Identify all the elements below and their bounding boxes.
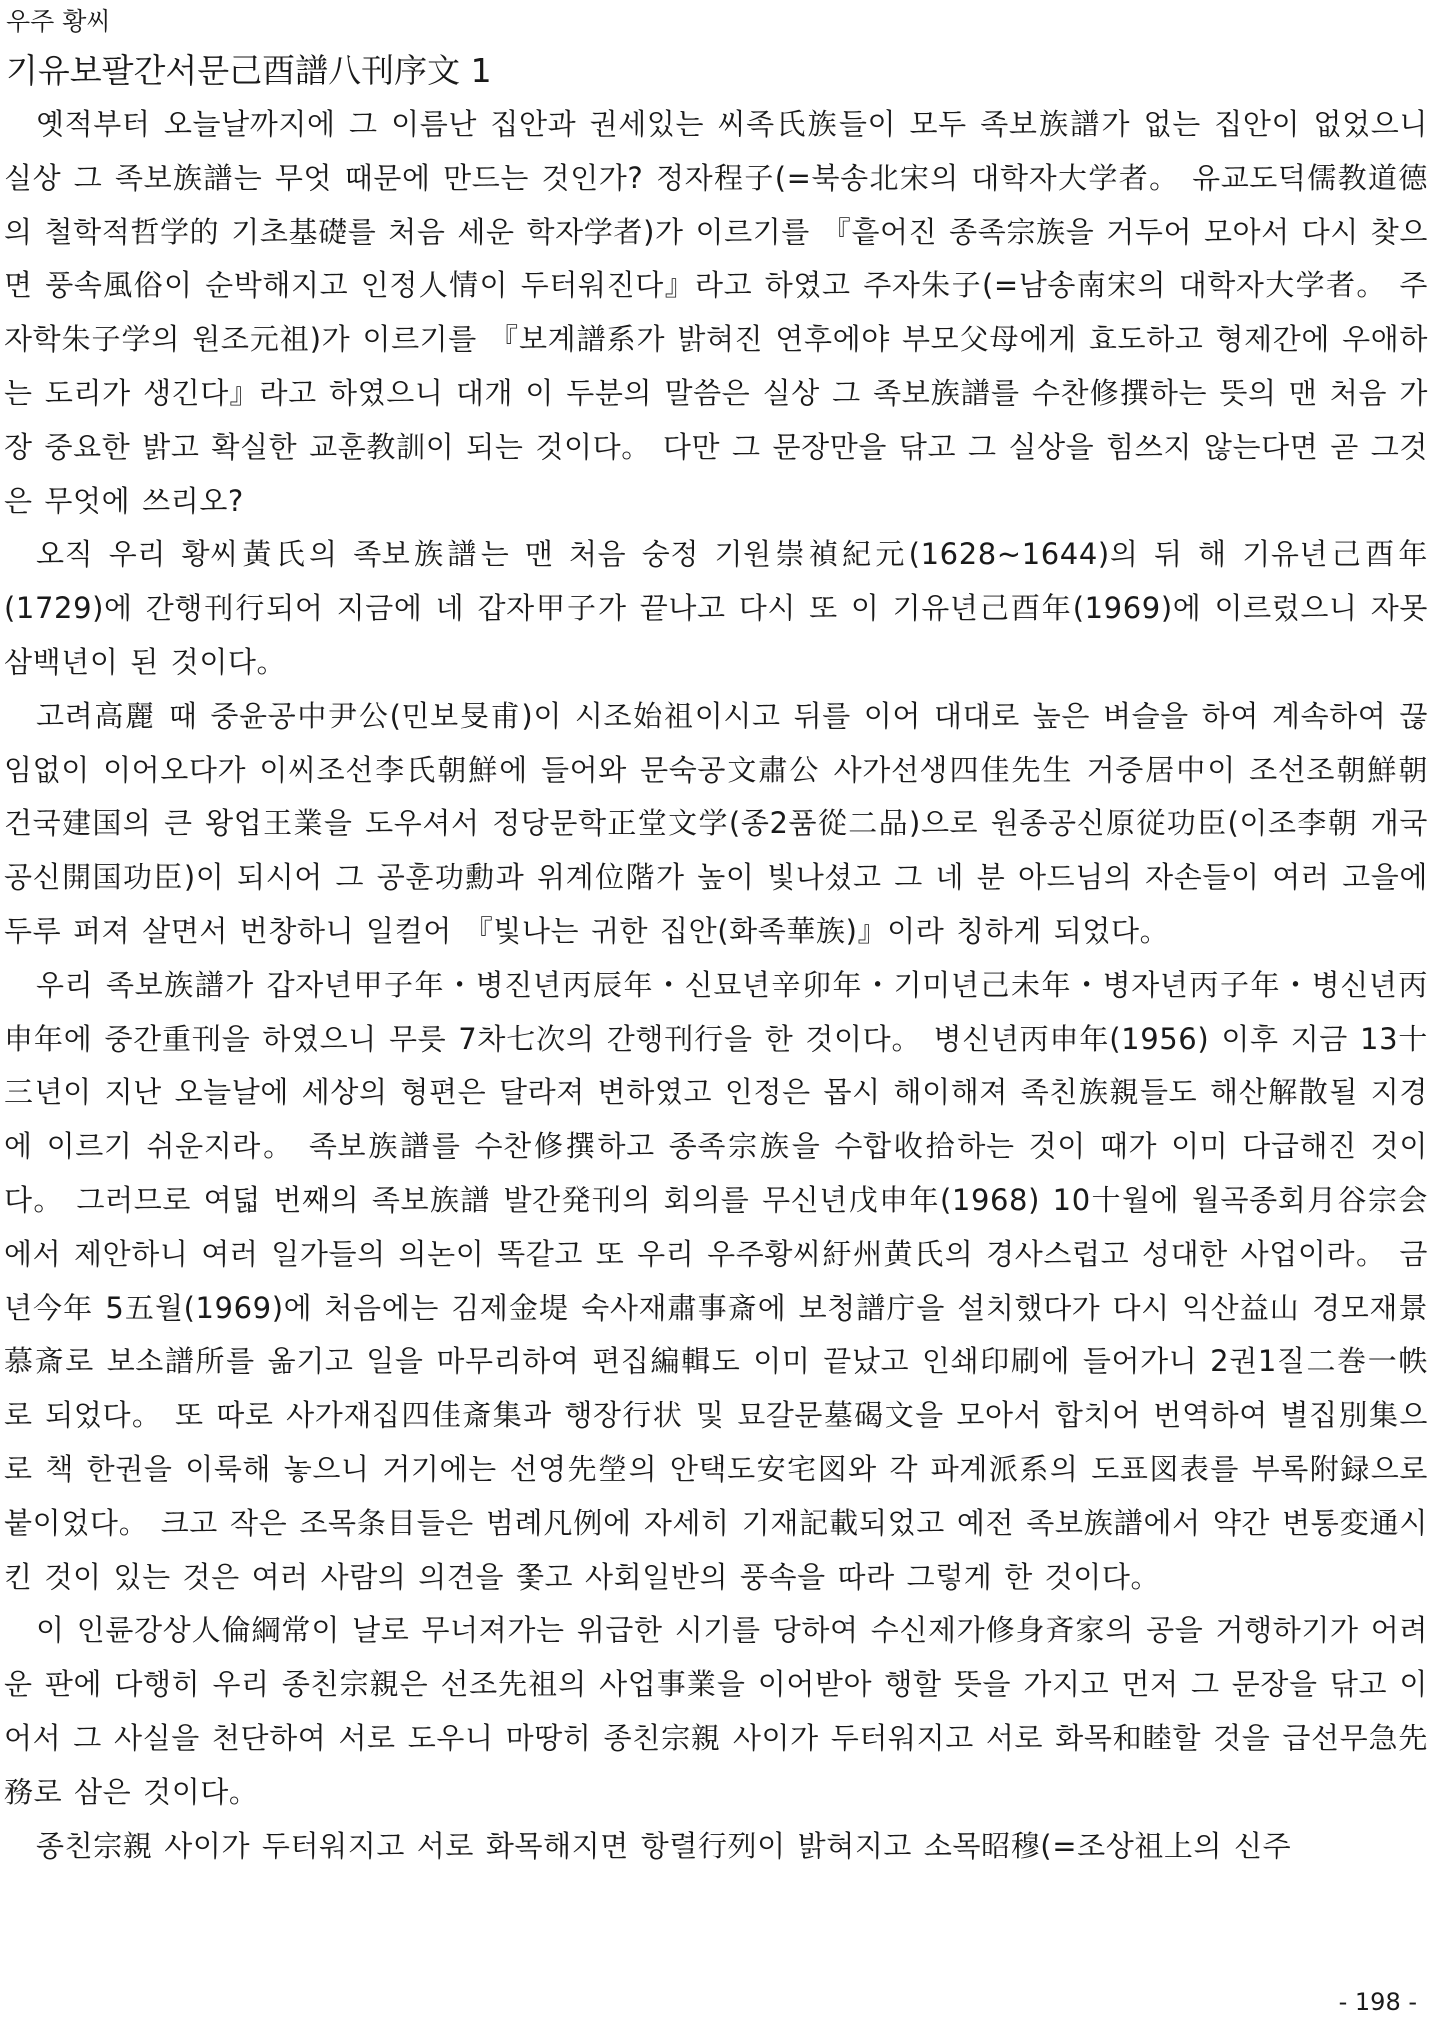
paragraph: 고려高麗 때 중윤공中尹公(민보旻甫)이 시조始祖이시고 뒤를 이어 대대로 높은 벼슬을 하여 계속하여 끊임없이 이어오다가 이씨조선李氏朝鮮에 들어와 문숙공文肅公 사가선생四佳先生 거중居中이 조선조朝鮮朝 건국建国의 큰 왕업王業을 도우셔서 정당문학正堂文学(종2품從二品)으로 원종공신原従功臣(이조李朝 개국공신開国功臣)이 되시어 그 공훈功勳과 위계位階가 높이 빛나셨고 그 네 분 아드님의 자손들이 여러 고을에 두루 퍼져 살면서 번창하니 일컬어 『빛나는 귀한 집안(화족華族)』이라 칭하게 되었다。 <box>4 698 1428 948</box>
running-header: 우주 황씨 <box>6 7 111 36</box>
page-number: - 198 - <box>1335 1987 1421 2017</box>
paragraph: 우리 족보族譜가 갑자년甲子年・병진년丙辰年・신묘년辛卯年・기미년己未年・병자년丙子年・병신년丙申年에 중간重刊을 하였으니 무릇 7차七次의 간행刊行을 한 것이다。 병신년丙申年(1956) 이후 지금 13十三년이 지난 오늘날에 세상의 형편은 달라져 변하였고 인정은 몹시 해이해져 족친族親들도 해산解散될 지경에 이르기 쉬운지라。 족보族譜를 수찬修撰하고 종족宗族을 수합收拾하는 것이 때가 이미 다급해진 것이다。 그러므로 여덟 번째의 족보族譜 발간発刊의 회의를 무신년戊申年(1968) 10十월에 월곡종회月谷宗会에서 제안하니 여러 일가들의 의논이 똑같고 또 우리 우주황씨紆州黄氏의 경사스럽고 성대한 사업이라。 금년今年 5五월(1969)에 처음에는 김제金堤 숙사재肅事斎에 보청譜庁을 설치했다가 다시 익산益山 경모재景慕斎로 보소譜所를 옮기고 일을 마무리하여 편집編輯도 이미 끝났고 인쇄印刷에 들어가니 2권1질二巻一帙로 되었다。 또 따로 사가재집四佳斎集과 행장行状 및 묘갈문墓碣文을 모아서 합치어 번역하여 별집別集으로 책 한권을 이룩해 놓으니 거기에는 선영先塋의 안택도安宅図와 각 파계派系의 도표図表를 부록附録으로 붙이었다。 크고 작은 조목条目들은 범례凡例에 자세히 기재記載되었고 예전 족보族譜에서 약간 변통変通시킨 것이 있는 것은 여러 사람의 의견을 쫓고 사회일반의 풍속을 따라 그렇게 한 것이다。 <box>4 967 1428 1594</box>
document-body <box>4 98 1428 1873</box>
paragraph: 종친宗親 사이가 두터워지고 서로 화목해지면 항렬行列이 밝혀지고 소목昭穆(=조상祖上의 신주 <box>36 1828 1292 1863</box>
paragraph: 이 인륜강상人倫綱常이 날로 무너져가는 위급한 시기를 당하여 수신제가修身斉家의 공을 거행하기가 어려운 판에 다행히 우리 종친宗親은 선조先祖의 사업事業을 이어받아 행할 뜻을 가지고 먼저 그 문장을 닦고 이어서 그 사실을 천단하여 서로 도우니 마땅히 종친宗親 사이가 두터워지고 서로 화목和睦할 것을 급선무急先務로 삼은 것이다。 <box>4 1613 1428 1809</box>
paragraph: 옛적부터 오늘날까지에 그 이름난 집안과 권세있는 씨족氏族들이 모두 족보族譜가 없는 집안이 없었으니 실상 그 족보族譜는 무엇 때문에 만드는 것인가? 정자程子(=북송北宋의 대학자大学者。 유교도덕儒教道德의 철학적哲学的 기초基礎를 처음 세운 학자学者)가 이르기를 『흩어진 종족宗族을 거두어 모아서 다시 찾으면 풍속風俗이 순박해지고 인정人情이 두터워진다』라고 하였고 주자朱子(=남송南宋의 대학자大学者。 주자학朱子学의 원조元祖)가 이르기를 『보계譜系가 밝혀진 연후에야 부모父母에게 효도하고 형제간에 우애하는 도리가 생긴다』라고 하였으니 대개 이 두분의 말씀은 실상 그 족보族譜를 수찬修撰하는 뜻의 맨 처음 가장 중요한 밝고 확실한 교훈教訓이 되는 것이다。 다만 그 문장만을 닦고 그 실상을 힘쓰지 않는다면 곧 그것은 무엇에 쓰리오? <box>4 107 1428 518</box>
paragraph: 오직 우리 황씨黃氏의 족보族譜는 맨 처음 숭정 기원崇禎紀元(1628~1644)의 뒤 해 기유년己酉年(1729)에 간행刊行되어 지금에 네 갑자甲子가 끝나고 다시 또 이 기유년己酉年(1969)에 이르렀으니 자못 삼백년이 된 것이다。 <box>4 537 1428 679</box>
section-title: 기유보팔간서문己酉譜八刊序文 1 <box>6 51 492 90</box>
